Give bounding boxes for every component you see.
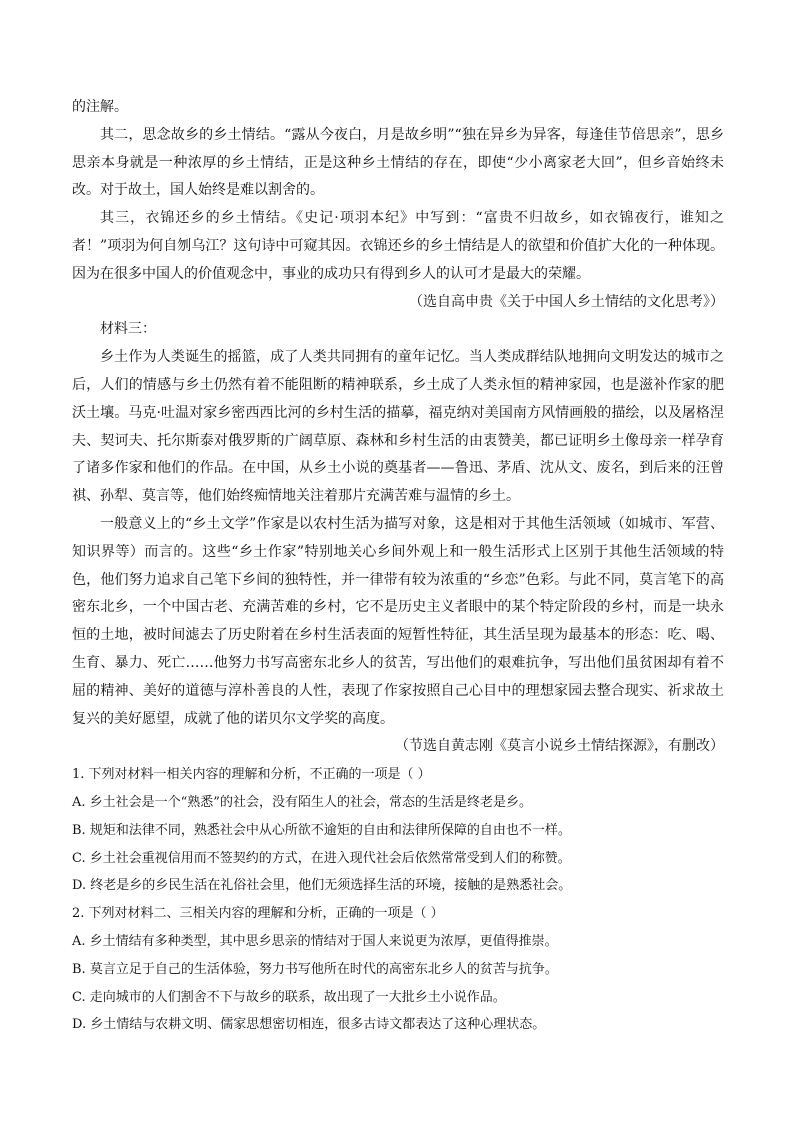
material3-heading: 材料三： — [100, 321, 156, 338]
question-2 — [72, 900, 724, 1039]
source-citation-material3: （节选自黄志刚《莫言小说乡土情结探源》，有删改） — [395, 738, 724, 755]
question-stem: 2. 下列对材料二、三相关内容的理解和分析，正确的一项是（ ） — [72, 906, 444, 922]
option-d: D. 乡土情结与农耕文明、儒家思想密切相连，很多古诗文都表达了这种心理状态。 — [72, 1017, 546, 1033]
option-c: C. 乡土社会重视信用而不签契约的方式，在进入现代社会后依然常常受到人们的称赞。 — [72, 850, 571, 866]
paragraph-homesickness: 其二，思念故乡的乡土情结。“露从今夜白，月是故乡明”“独在异乡为异客，每逢佳节倍思亲”，思乡思亲本身就是一种浓厚的乡土情结，正是这种乡土情结的存在，即使“少小离家老大回”，但乡音始终未改。对于故土，国人始终是难以割舍的。 — [72, 126, 724, 199]
paragraph-continuation: 的注解。 — [72, 99, 128, 115]
option-d: D. 终老是乡的乡民生活在礼俗社会里，他们无须选择生活的环境，接触的是熟悉社会。 — [72, 878, 572, 894]
question-stem: 1. 下列对材料一相关内容的理解和分析，不正确的一项是（ ） — [72, 767, 431, 783]
option-c: C. 走向城市的人们割舍不下与故乡的联系，故出现了一大批乡土小说作品。 — [72, 989, 506, 1005]
paragraph-return-glory: 其三，衣锦还乡的乡土情结。《史记·项羽本纪》中写到：“富贵不归故乡，如衣锦夜行，谁知之者！”项羽为何自刎乌江？这句诗中可窥其因。衣锦还乡的乡土情结是人的欲望和价值扩大化的一种体现。因为在很多中国人的价值观念中，事业的成功只有得到乡人的认可才是最大的荣耀。 — [72, 210, 724, 282]
document-page — [72, 94, 724, 1039]
paragraph-rural-literature: 一般意义上的“乡土文学”作家是以农村生活为描写对象，这是相对于其他生活领域（如城市、军营、知识界等）而言的。这些“乡土作家”特别地关心乡间外观上和一般生活形式上区别于其他生活领域的特色，他们努力追求自己笔下乡间的独特性，并一律带有较为浓重的“乡恋”色彩。与此不同，莫言笔下的高密东北乡，一个中国古老、充满苦难的乡村，它不是历史主义者眼中的某个特定阶段的乡村，而是一块永恒的土地，被时间滤去了历史附着在乡村生活表面的短暂性特征，其生活呈现为最基本的形态：吃、喝、生育、暴力、死亡……他努力书写高密东北乡人的贫苦，写出他们的艰难抗争，写出他们虽贫困却有着不屈的精神、美好的道德与淳朴善良的人性，表现了作家按照自己心目中的理想家园去整合现实、祈求故土复兴的美好愿望，成就了他的诺贝尔文学奖的高度。 — [72, 515, 724, 727]
question-1 — [72, 761, 724, 900]
option-b: B. 规矩和法律不同，熟悉社会中从心所欲不逾矩的自由和法律所保障的自由也不一样。 — [72, 822, 571, 838]
option-b: B. 莫言立足于自己的生活体验，努力书写他所在时代的高密东北乡人的贫苦与抗争。 — [72, 961, 558, 977]
source-citation-material2: （选自高申贵《关于中国人乡土情结的文化思考》） — [409, 293, 724, 310]
option-a: A. 乡土社会是一个“熟悉”的社会，没有陌生人的社会，常态的生活是终老是乡。 — [72, 794, 532, 810]
option-a: A. 乡土情结有多种类型，其中思乡思亲的情结对于国人来说更为浓厚，更值得推崇。 — [72, 933, 558, 949]
paragraph-homeland-cradle: 乡土作为人类诞生的摇篮，成了人类共同拥有的童年记忆。当人类成群结队地拥向文明发达的城市之后，人们的情感与乡土仍然有着不能阻断的精神联系，乡土成了人类永恒的精神家园，也是滋补作家的肥沃土壤。马克·吐温对家乡密西西比河的乡村生活的描摹，福克纳对美国南方风情画般的描绘，以及屠格涅夫、契诃夫、托尔斯泰对俄罗斯的广阔草原、森林和乡村生活的由衷赞美，都已证明乡土像母亲一样孕育了诸多作家和他们的作品。在中国，从乡土小说的奠基者——鲁迅、茅盾、沈从文、废名，到后来的汪曾祺、孙犁、莫言等，他们始终痴情地关注着那片充满苦难与温情的乡土。 — [72, 349, 724, 505]
